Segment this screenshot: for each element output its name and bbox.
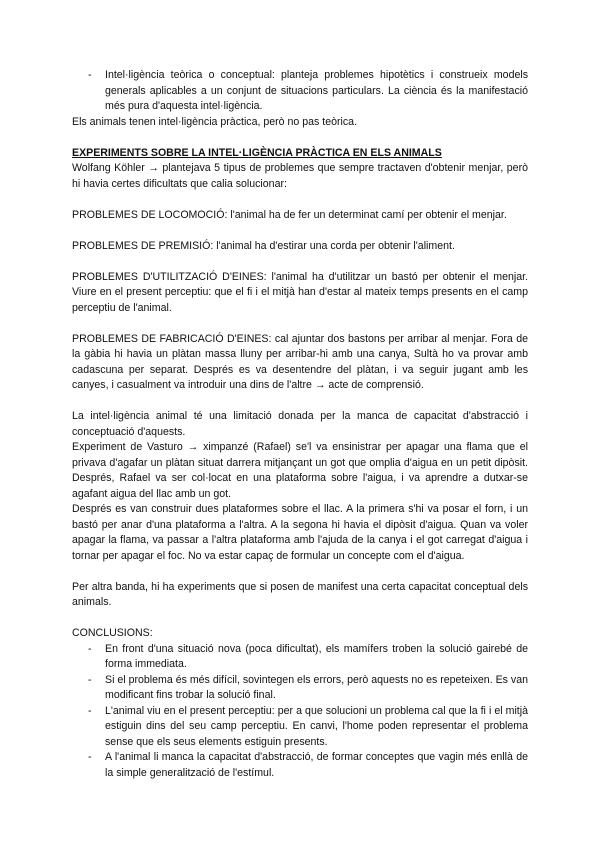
conclusion-item: - En front d'una situació nova (poca dificultat), els mamífers troben la solució gairebé de forma immediata. xyxy=(72,642,528,673)
intro-line: Els animals tenen intel·ligència pràctica, però no pas teòrica. xyxy=(72,115,358,128)
conclusion-item: - Si el problema és més difícil, sovintegen els errors, però aquests no es repeteixen. Es van modificant fins trobar la solució final. xyxy=(72,673,528,704)
intro-list xyxy=(72,68,528,115)
intro-bullet: - Intel·ligència teòrica o conceptual: planteja problemes hipotètics i construeix models generals aplicables a un conjunt de situacions particulars. La ciència és la manifestació més pura d'aquesta intel·ligència. xyxy=(72,68,528,115)
vasturo-paragraph: Experiment de Vasturo → ximpanzé (Rafael) se'l va ensinistrar per apagar una flama que el privava d'agafar un plàtan situat darrera mitjançant un got que omplia d'aigua en un petit dipòsit. Després, Rafael va ser col·locat en una plataforma sobre l'aigua, i va aprendre a dutxar-se agafant aigua del llac amb un got. xyxy=(72,441,528,500)
conclusions-title: CONCLUSIONS: xyxy=(72,627,153,639)
plataformes-paragraph: Després es van construir dues plataformes sobre el llac. A la primera s'hi va posar el forn, i un bastó per anar d'una plataforma a l'altra. A la segona hi havia el dipòsit d'aigua. Quan va voler apagar la flama, va passar a l'altra plataforma amb l'ajuda de la canya i el got carregat d'aigua i tornar per apagar el foc. No va estar capaç de formular un concepte com el d'aigua. xyxy=(72,503,528,562)
locomocio-paragraph: PROBLEMES DE LOCOMOCIÓ: l'animal ha de fer un determinat camí per obtenir el menjar. xyxy=(72,208,507,221)
utilitzacio-paragraph: PROBLEMES D'UTILITZACIÓ D'EINES: l'animal ha d'utilitzar un bastó per obtenir el menjar. Viure en el present perceptiu: que el fi i el mitjà han d'estar al mateix temps presents en el camp perceptiu de l'animal. xyxy=(72,270,528,314)
kohler-paragraph: Wolfang Köhler → plantejava 5 tipus de problemes que sempre tractaven d'obtenir menjar, però hi havia certes dificultats que calia solucionar: xyxy=(72,162,528,190)
document-page xyxy=(72,68,528,781)
limitacio-paragraph: La intel·ligència animal té una limitació donada per la manca de capacitat d'abstracció i conceptuació d'aquests. xyxy=(72,410,528,438)
premisio-paragraph: PROBLEMES DE PREMISIÓ: l'animal ha d'estirar una corda per obtenir l'aliment. xyxy=(72,239,455,252)
section-heading: EXPERIMENTS SOBRE LA INTEL·LIGÈNCIA PRÀCTICA EN ELS ANIMALS xyxy=(72,146,442,159)
altra-banda-paragraph: Per altra banda, hi ha experiments que si posen de manifest una certa capacitat conceptual dels animals. xyxy=(72,580,528,608)
fabricacio-paragraph: PROBLEMES DE FABRICACIÓ D'EINES: cal ajuntar dos bastons per arribar al menjar. Fora de la gàbia hi havia un plàtan massa lluny per arribar-hi amb una canya, Sultà ho va provar amb cadascuna per separat. Després es va desentendre del plàtan, i va seguir jugant amb les canyes, i casualment va introduir una dins de l'altre → acte de comprensió. xyxy=(72,332,528,391)
conclusion-item: - A l'animal li manca la capacitat d'abstracció, de formar conceptes que vagin més enllà de la simple generalització de l'estímul. xyxy=(72,750,528,781)
conclusions-list xyxy=(72,642,528,782)
conclusion-item: - L'animal viu en el present perceptiu: per a que solucioni un problema cal que la fi i el mitjà estiguin dins del seu camp perceptiu. En canvi, l'home poden representar el problema sense que els seus elements estiguin presents. xyxy=(72,704,528,751)
